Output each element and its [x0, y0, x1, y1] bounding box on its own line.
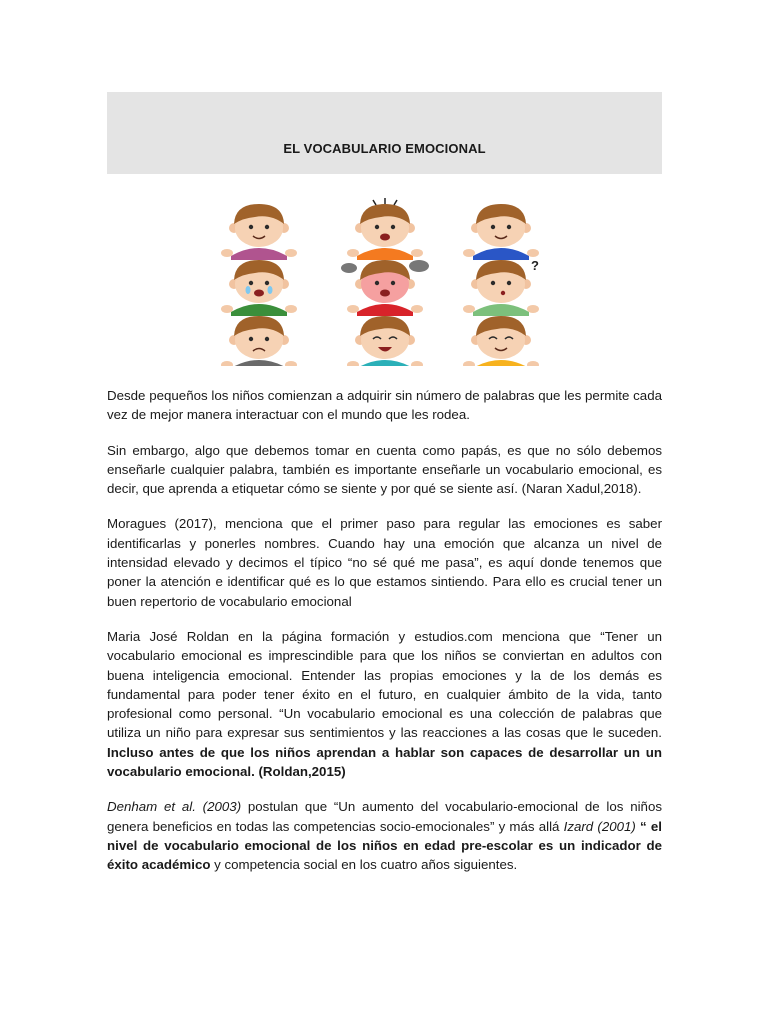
svg-text:?: ? — [531, 258, 539, 273]
face-sad — [221, 316, 297, 366]
face-happy — [463, 316, 539, 366]
face-surprised — [347, 198, 423, 260]
paragraph-denham — [107, 797, 662, 874]
emotion-faces-illustration — [201, 192, 567, 366]
face-laughing — [347, 316, 423, 366]
article-body — [107, 386, 662, 891]
paragraph-intro: Desde pequeños los niños comienzan a adquirir sin número de palabras que les permite cada vez de mejor manera interactuar con el mundo que les rodea. — [107, 388, 662, 423]
izard-citation: Izard (2001) — [563, 818, 636, 834]
paragraph-emotional-vocabulary: Sin embargo, algo que debemos tomar en cuenta como papás, es que no sólo debemos enseñarle cualquier palabra, también es importante enseñarle un vocabulario emocional, es decir, que aprenda a etiquetar cómo se siente y por qué se siente así. (Naran Xadul,2018). — [107, 442, 662, 497]
denham-text: postulan que “Un aumento del vocabulario-emocional de los niños genera beneficios en todas las competencias socio-emocionales” y más allá — [107, 799, 662, 834]
page-title: EL VOCABULARIO EMOCIONAL — [283, 140, 486, 156]
denham-citation: Denham et al. (2003) — [107, 799, 242, 815]
denham-closing-text: y competencia social en los cuatro años siguientes. — [210, 857, 518, 873]
izard-bold-text: “ el nivel de vocabulario emocional de los niños en edad pre-escolar es un indicador de éxito académico — [107, 818, 662, 873]
paragraph-roldan — [107, 627, 662, 781]
roldan-bold-text: Incluso antes de que los niños aprendan a hablar son capaces de desarrollar un un vocabulario emocional. (Roldan,2015) — [107, 744, 662, 780]
face-calm — [463, 204, 539, 260]
face-confused — [463, 258, 539, 316]
title-banner — [107, 92, 662, 174]
face-crying — [221, 260, 297, 316]
paragraph-moragues: Moragues (2017), menciona que el primer paso para regular las emociones es saber identificarlas y ponerles nombres. Cuando hay una emoción que alcanza un nivel de intensidad elevado y decimos el típico “no sé qué me pasa”, es aquí donde tenemos que poner la atención e identificar qué es lo que estamos sintiendo. Para ello es crucial tener un buen repertorio de vocabulario emocional — [107, 516, 662, 609]
roldan-text: Maria José Roldan en la página formación y estudios.com menciona que “Tener un vocabulario emocional es imprescindible para que los niños se conviertan en adultos con buena inteligencia emocional. Entender las propias emociones y la de los demás es fundamental para poder tener éxito en el futuro, en cualquier ámbito de la vida, tanto profesional como personal. “Un vocabulario emocional es una colección de palabras que utiliza un niño para expresar sus sentimientos y las reacciones a las cosas que le suceden. — [107, 628, 662, 741]
face-angry — [341, 260, 429, 316]
face-neutral — [221, 204, 297, 260]
